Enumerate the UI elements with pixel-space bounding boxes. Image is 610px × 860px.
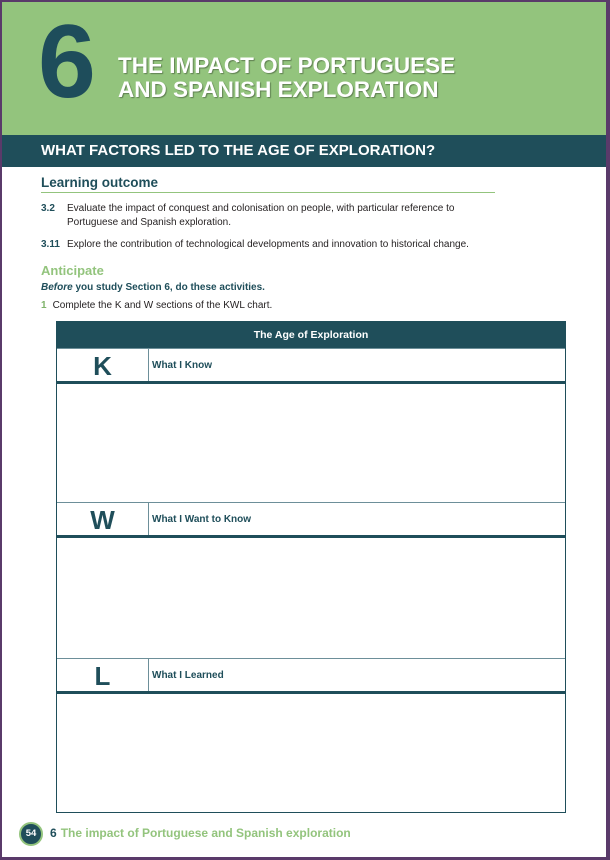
outcome-item [41,202,511,230]
page-number-badge: 54 [19,822,43,846]
kwl-label: What I Know [152,360,212,371]
kwl-label: What I Learned [152,670,224,681]
kwl-letter: K [57,349,149,381]
instruction-text: you study Section 6, do these activities. [72,282,265,293]
anticipate-heading: Anticipate [41,263,104,278]
kwl-label: What I Want to Know [152,514,252,525]
kwl-letter: W [57,503,149,535]
outcome-number: 3.11 [41,239,60,250]
kwl-writing-area-know[interactable] [57,384,565,502]
kwl-row-want [57,502,565,538]
learning-outcome-heading: Learning outcome [41,175,159,190]
kwl-letter: L [57,659,149,691]
outcome-text-line-2: Portuguese and Spanish exploration. [67,217,232,228]
anticipate-instruction [41,282,265,293]
outcome-item [41,238,511,252]
task-number: 1 [41,300,47,311]
kwl-row-know [57,348,565,384]
running-footer [50,826,351,840]
chapter-title-line-1: THE IMPACT OF PORTUGUESE [118,53,456,78]
instruction-emphasis: Before [41,282,73,293]
chapter-title [118,54,455,102]
footer-chapter-title: The impact of Portuguese and Spanish exploration [60,826,351,840]
task-text: Complete the K and W sections of the KWL chart. [52,300,273,311]
chapter-number: 6 [38,4,94,120]
kwl-chart-title: The Age of Exploration [57,322,565,348]
footer-chapter-number: 6 [50,826,57,840]
section-heading: WHAT FACTORS LED TO THE AGE OF EXPLORATION? [41,142,436,159]
learning-outcome-rule [41,192,495,193]
task-item [41,300,272,311]
outcome-number: 3.2 [41,203,55,214]
outcome-text-line-1: Evaluate the impact of conquest and colonisation on people, with particular reference to [67,203,455,214]
section-heading-bar [2,135,606,167]
kwl-row-learned [57,658,565,694]
kwl-writing-area-want[interactable] [57,538,565,658]
outcome-text-line-1: Explore the contribution of technological developments and innovation to historical change. [67,239,469,250]
chapter-title-line-2: AND SPANISH EXPLORATION [118,77,439,102]
kwl-chart [56,321,566,813]
kwl-writing-area-learned[interactable] [57,694,565,812]
chapter-banner [2,2,606,135]
